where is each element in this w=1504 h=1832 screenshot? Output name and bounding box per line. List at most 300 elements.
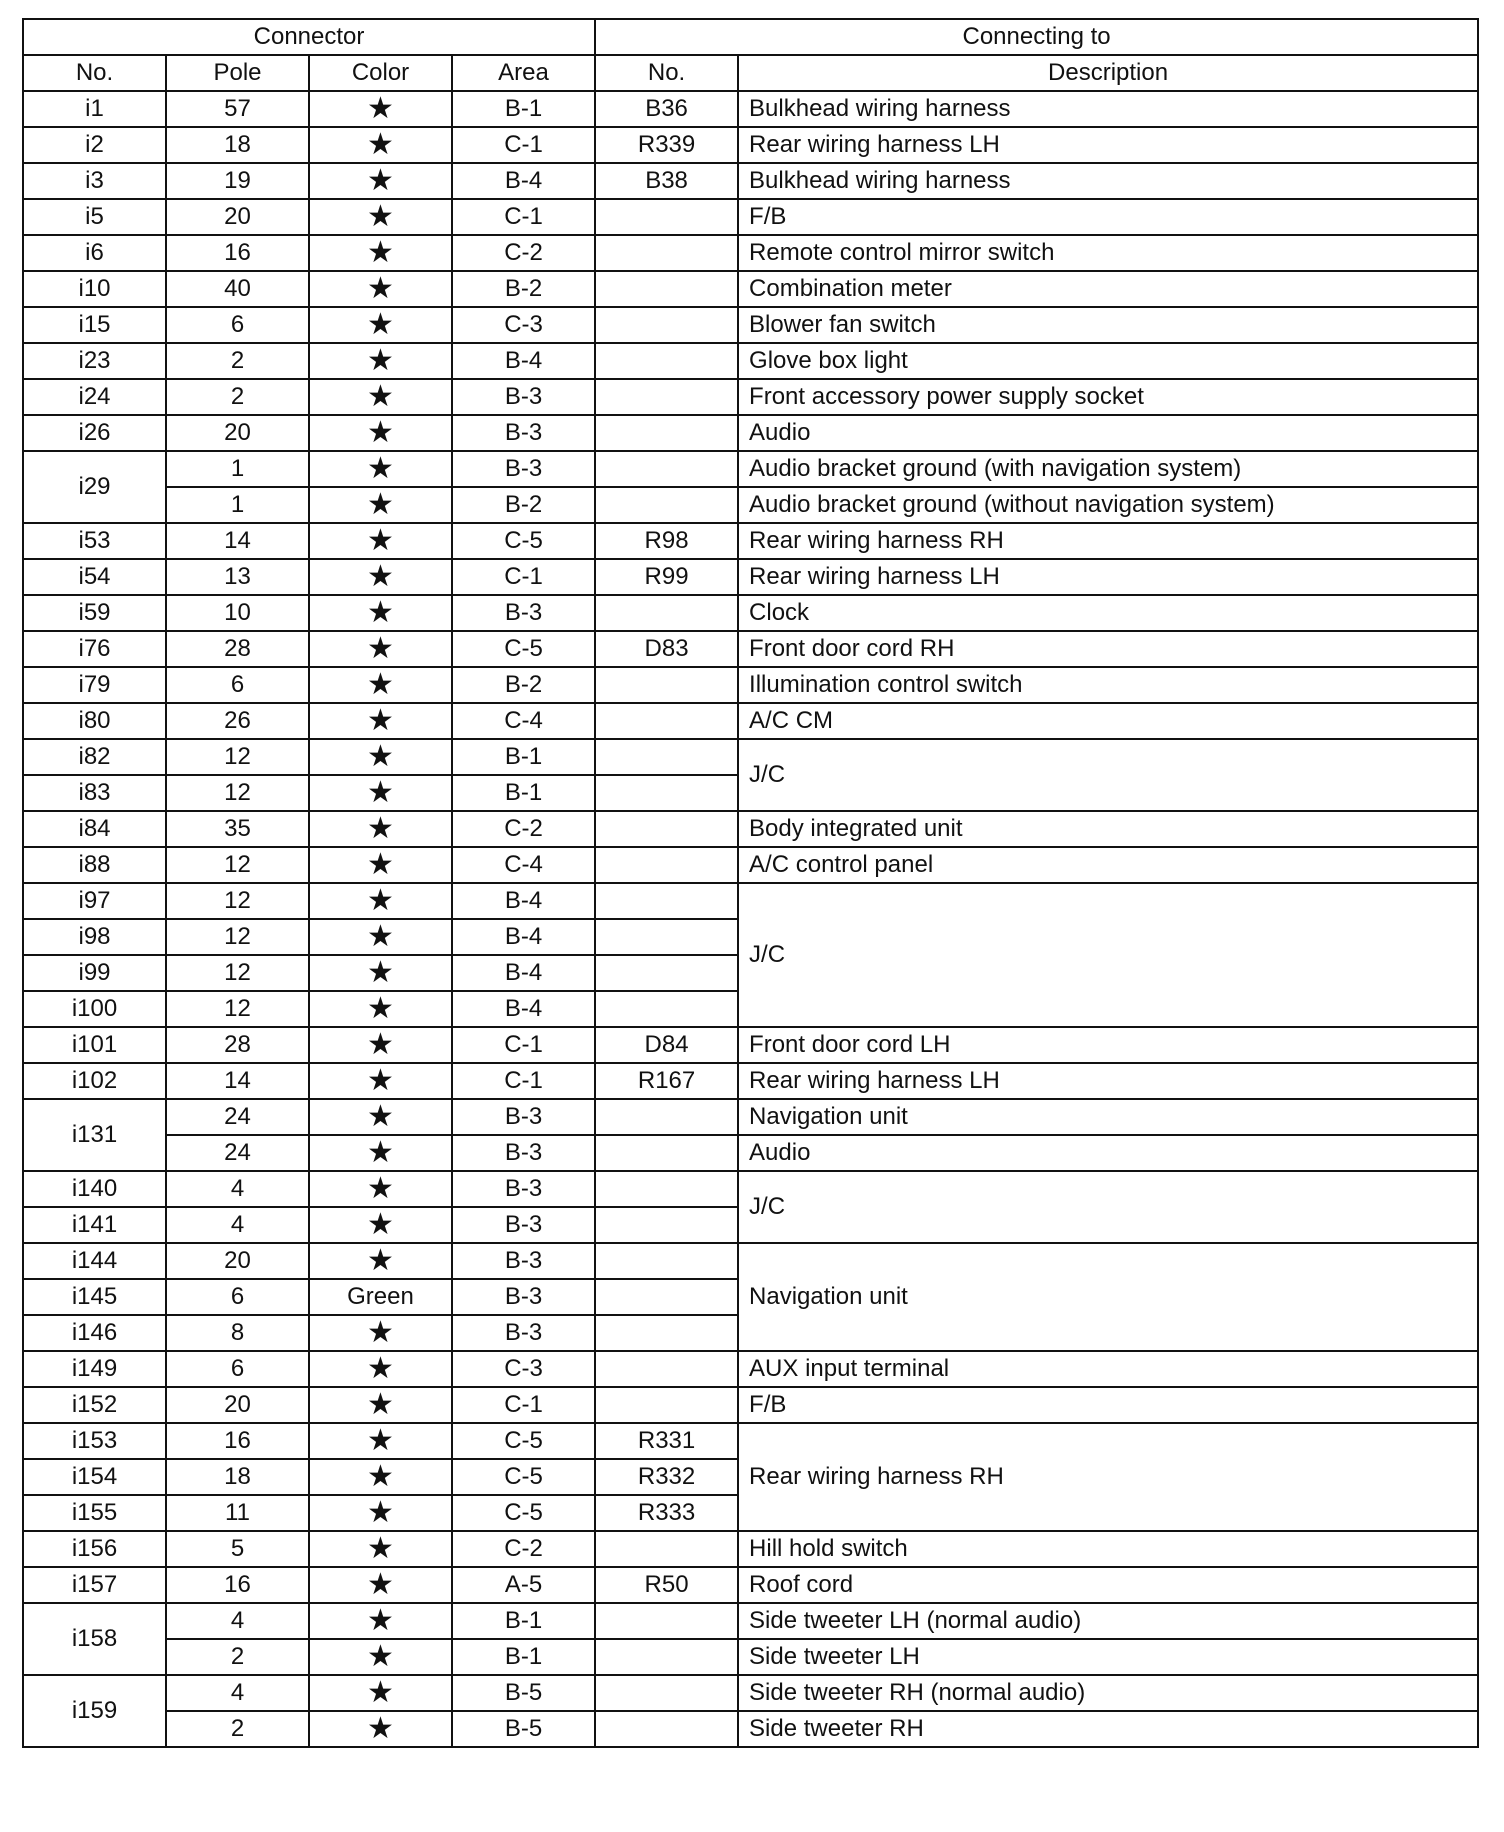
area-cell: B-2 <box>452 271 595 307</box>
pole-cell: 20 <box>166 1243 309 1279</box>
pole-cell: 1 <box>166 451 309 487</box>
connecting-no-cell <box>595 379 738 415</box>
description-cell: Side tweeter RH <box>738 1711 1478 1747</box>
connector-no-cell: i29 <box>23 451 166 523</box>
description-cell: Front accessory power supply socket <box>738 379 1478 415</box>
pole-cell: 14 <box>166 523 309 559</box>
pole-cell: 20 <box>166 199 309 235</box>
connecting-no-cell <box>595 1279 738 1315</box>
connecting-no-cell <box>595 1639 738 1675</box>
color-star-icon: ★ <box>309 451 452 487</box>
color-star-icon: ★ <box>309 1459 452 1495</box>
area-cell: B-3 <box>452 379 595 415</box>
connector-no-cell: i101 <box>23 1027 166 1063</box>
table-row <box>23 163 1478 199</box>
pole-cell: 2 <box>166 343 309 379</box>
pole-cell: 40 <box>166 271 309 307</box>
color-star-icon: ★ <box>309 127 452 163</box>
connecting-no-cell <box>595 739 738 775</box>
area-cell: C-1 <box>452 1387 595 1423</box>
column-header-pole: Pole <box>166 55 309 91</box>
pole-cell: 2 <box>166 379 309 415</box>
connector-no-cell: i5 <box>23 199 166 235</box>
color-star-icon: ★ <box>309 703 452 739</box>
connecting-no-cell: R332 <box>595 1459 738 1495</box>
color-star-icon: ★ <box>309 1423 452 1459</box>
table-row <box>23 1675 1478 1711</box>
connecting-no-cell <box>595 1387 738 1423</box>
table-row <box>23 1243 1478 1279</box>
description-cell: F/B <box>738 1387 1478 1423</box>
color-star-icon: ★ <box>309 1603 452 1639</box>
connector-no-cell: i15 <box>23 307 166 343</box>
description-cell: J/C <box>738 739 1478 811</box>
description-cell: Bulkhead wiring harness <box>738 91 1478 127</box>
pole-cell: 11 <box>166 1495 309 1531</box>
pole-cell: 20 <box>166 1387 309 1423</box>
connecting-no-cell <box>595 1711 738 1747</box>
connector-no-cell: i82 <box>23 739 166 775</box>
area-cell: C-1 <box>452 127 595 163</box>
pole-cell: 12 <box>166 847 309 883</box>
description-cell: Audio bracket ground (with navigation system) <box>738 451 1478 487</box>
table-row <box>23 1387 1478 1423</box>
color-star-icon: ★ <box>309 559 452 595</box>
connector-no-cell: i26 <box>23 415 166 451</box>
description-cell: Audio <box>738 415 1478 451</box>
color-star-icon: ★ <box>309 595 452 631</box>
table-row <box>23 1171 1478 1207</box>
pole-cell: 10 <box>166 595 309 631</box>
color-star-icon: ★ <box>309 1063 452 1099</box>
description-cell: Audio <box>738 1135 1478 1171</box>
connecting-no-cell: R331 <box>595 1423 738 1459</box>
connector-no-cell: i152 <box>23 1387 166 1423</box>
connector-no-cell: i153 <box>23 1423 166 1459</box>
color-star-icon: ★ <box>309 199 452 235</box>
connector-table-sheet <box>22 18 1477 1748</box>
area-cell: B-1 <box>452 91 595 127</box>
connecting-no-cell <box>595 883 738 919</box>
area-cell: C-1 <box>452 199 595 235</box>
color-star-icon: ★ <box>309 1027 452 1063</box>
color-star-icon: ★ <box>309 343 452 379</box>
connector-no-cell: i154 <box>23 1459 166 1495</box>
connecting-no-cell: R167 <box>595 1063 738 1099</box>
color-star-icon: ★ <box>309 667 452 703</box>
pole-cell: 28 <box>166 631 309 667</box>
area-cell: B-4 <box>452 163 595 199</box>
description-cell: Hill hold switch <box>738 1531 1478 1567</box>
connecting-to-group-header: Connecting to <box>595 19 1478 55</box>
pole-cell: 2 <box>166 1639 309 1675</box>
area-cell: B-1 <box>452 775 595 811</box>
description-cell: Rear wiring harness LH <box>738 127 1478 163</box>
description-cell: Glove box light <box>738 343 1478 379</box>
connecting-no-cell: R99 <box>595 559 738 595</box>
connector-no-cell: i3 <box>23 163 166 199</box>
description-cell: Clock <box>738 595 1478 631</box>
connecting-no-cell <box>595 991 738 1027</box>
pole-cell: 6 <box>166 1351 309 1387</box>
area-cell: B-3 <box>452 1099 595 1135</box>
connector-no-cell: i100 <box>23 991 166 1027</box>
pole-cell: 12 <box>166 775 309 811</box>
connecting-no-cell <box>595 847 738 883</box>
table-row <box>23 1531 1478 1567</box>
area-cell: B-3 <box>452 1243 595 1279</box>
area-cell: B-3 <box>452 451 595 487</box>
color-star-icon: ★ <box>309 811 452 847</box>
table-row <box>23 307 1478 343</box>
area-cell: C-2 <box>452 811 595 847</box>
connector-no-cell: i6 <box>23 235 166 271</box>
color-star-icon: ★ <box>309 1351 452 1387</box>
color-star-icon: ★ <box>309 487 452 523</box>
description-cell: AUX input terminal <box>738 1351 1478 1387</box>
table-row <box>23 127 1478 163</box>
table-row <box>23 1603 1478 1639</box>
pole-cell: 4 <box>166 1207 309 1243</box>
description-cell: Roof cord <box>738 1567 1478 1603</box>
pole-cell: 57 <box>166 91 309 127</box>
connecting-no-cell <box>595 775 738 811</box>
connector-no-cell: i141 <box>23 1207 166 1243</box>
connector-no-cell: i24 <box>23 379 166 415</box>
table-body <box>23 91 1478 1747</box>
description-cell: Side tweeter LH (normal audio) <box>738 1603 1478 1639</box>
area-cell: C-4 <box>452 847 595 883</box>
connector-no-cell: i99 <box>23 955 166 991</box>
pole-cell: 16 <box>166 1423 309 1459</box>
area-cell: C-1 <box>452 1063 595 1099</box>
color-star-icon: ★ <box>309 883 452 919</box>
description-cell: Side tweeter LH <box>738 1639 1478 1675</box>
table-row <box>23 451 1478 487</box>
connecting-no-cell <box>595 1207 738 1243</box>
pole-cell: 20 <box>166 415 309 451</box>
color-star-icon: ★ <box>309 1639 452 1675</box>
color-star-icon: ★ <box>309 991 452 1027</box>
pole-cell: 1 <box>166 487 309 523</box>
area-cell: B-4 <box>452 343 595 379</box>
connector-no-cell: i158 <box>23 1603 166 1675</box>
connecting-no-cell: B38 <box>595 163 738 199</box>
pole-cell: 19 <box>166 163 309 199</box>
pole-cell: 4 <box>166 1675 309 1711</box>
description-cell: Illumination control switch <box>738 667 1478 703</box>
table-row <box>23 1711 1478 1747</box>
connector-no-cell: i149 <box>23 1351 166 1387</box>
table-row <box>23 343 1478 379</box>
area-cell: B-2 <box>452 667 595 703</box>
area-cell: B-1 <box>452 739 595 775</box>
connecting-no-cell <box>595 1315 738 1351</box>
connector-no-cell: i84 <box>23 811 166 847</box>
color-star-icon: ★ <box>309 1315 452 1351</box>
table-row <box>23 1063 1478 1099</box>
description-cell: Rear wiring harness LH <box>738 559 1478 595</box>
color-star-icon: ★ <box>309 739 452 775</box>
connecting-no-cell <box>595 235 738 271</box>
area-cell: C-3 <box>452 307 595 343</box>
table-row <box>23 595 1478 631</box>
area-cell: A-5 <box>452 1567 595 1603</box>
column-header-to-no: No. <box>595 55 738 91</box>
table-row <box>23 559 1478 595</box>
area-cell: B-5 <box>452 1675 595 1711</box>
connecting-no-cell <box>595 1351 738 1387</box>
area-cell: C-2 <box>452 1531 595 1567</box>
connecting-no-cell <box>595 955 738 991</box>
table-row <box>23 91 1478 127</box>
table-row <box>23 847 1478 883</box>
area-cell: C-5 <box>452 1495 595 1531</box>
connector-no-cell: i59 <box>23 595 166 631</box>
table-row <box>23 1135 1478 1171</box>
pole-cell: 26 <box>166 703 309 739</box>
color-star-icon: ★ <box>309 307 452 343</box>
description-cell: Blower fan switch <box>738 307 1478 343</box>
area-cell: C-3 <box>452 1351 595 1387</box>
pole-cell: 6 <box>166 307 309 343</box>
pole-cell: 24 <box>166 1135 309 1171</box>
color-star-icon: ★ <box>309 1567 452 1603</box>
connector-no-cell: i144 <box>23 1243 166 1279</box>
color-star-icon: ★ <box>309 1495 452 1531</box>
connector-no-cell: i80 <box>23 703 166 739</box>
connector-no-cell: i88 <box>23 847 166 883</box>
area-cell: B-3 <box>452 415 595 451</box>
connecting-no-cell <box>595 1675 738 1711</box>
connecting-no-cell <box>595 451 738 487</box>
color-star-icon: ★ <box>309 271 452 307</box>
pole-cell: 16 <box>166 1567 309 1603</box>
pole-cell: 12 <box>166 919 309 955</box>
pole-cell: 13 <box>166 559 309 595</box>
description-cell: Rear wiring harness RH <box>738 1423 1478 1531</box>
connecting-no-cell <box>595 199 738 235</box>
column-header-color: Color <box>309 55 452 91</box>
connecting-no-cell: R333 <box>595 1495 738 1531</box>
table-row <box>23 1639 1478 1675</box>
color-star-icon: ★ <box>309 1675 452 1711</box>
color-star-icon: ★ <box>309 1711 452 1747</box>
color-star-icon: ★ <box>309 235 452 271</box>
table-row <box>23 883 1478 919</box>
connecting-no-cell <box>595 1099 738 1135</box>
description-cell: Navigation unit <box>738 1099 1478 1135</box>
color-star-icon: ★ <box>309 631 452 667</box>
description-cell: Combination meter <box>738 271 1478 307</box>
column-header-area: Area <box>452 55 595 91</box>
connecting-no-cell <box>595 703 738 739</box>
connecting-no-cell: R98 <box>595 523 738 559</box>
area-cell: B-5 <box>452 1711 595 1747</box>
table-row <box>23 1351 1478 1387</box>
connecting-no-cell <box>595 1135 738 1171</box>
connecting-no-cell: R50 <box>595 1567 738 1603</box>
description-cell: J/C <box>738 883 1478 1027</box>
connector-no-cell: i76 <box>23 631 166 667</box>
column-header-no: No. <box>23 55 166 91</box>
area-cell: B-3 <box>452 1279 595 1315</box>
connector-no-cell: i156 <box>23 1531 166 1567</box>
pole-cell: 5 <box>166 1531 309 1567</box>
table-row <box>23 1099 1478 1135</box>
pole-cell: 12 <box>166 883 309 919</box>
area-cell: B-3 <box>452 1171 595 1207</box>
description-cell: Rear wiring harness RH <box>738 523 1478 559</box>
table-row <box>23 703 1478 739</box>
color-star-icon: ★ <box>309 1207 452 1243</box>
connecting-no-cell <box>595 1243 738 1279</box>
area-cell: C-1 <box>452 1027 595 1063</box>
connecting-no-cell <box>595 343 738 379</box>
area-cell: B-4 <box>452 955 595 991</box>
connector-no-cell: i10 <box>23 271 166 307</box>
color-star-icon: ★ <box>309 1243 452 1279</box>
pole-cell: 2 <box>166 1711 309 1747</box>
area-cell: C-5 <box>452 631 595 667</box>
color-star-icon: ★ <box>309 1387 452 1423</box>
description-cell: F/B <box>738 199 1478 235</box>
pole-cell: 12 <box>166 991 309 1027</box>
table-row <box>23 1567 1478 1603</box>
area-cell: C-4 <box>452 703 595 739</box>
pole-cell: 8 <box>166 1315 309 1351</box>
area-cell: B-2 <box>452 487 595 523</box>
connector-no-cell: i146 <box>23 1315 166 1351</box>
table-row <box>23 487 1478 523</box>
pole-cell: 4 <box>166 1603 309 1639</box>
connector-no-cell: i145 <box>23 1279 166 1315</box>
pole-cell: 18 <box>166 127 309 163</box>
pole-cell: 4 <box>166 1171 309 1207</box>
table-row <box>23 271 1478 307</box>
connecting-no-cell <box>595 919 738 955</box>
description-cell: J/C <box>738 1171 1478 1243</box>
table-row <box>23 739 1478 775</box>
description-cell: A/C control panel <box>738 847 1478 883</box>
color-star-icon: ★ <box>309 379 452 415</box>
area-cell: B-4 <box>452 991 595 1027</box>
connector-no-cell: i83 <box>23 775 166 811</box>
pole-cell: 12 <box>166 739 309 775</box>
color-star-icon: ★ <box>309 775 452 811</box>
connector-no-cell: i98 <box>23 919 166 955</box>
pole-cell: 16 <box>166 235 309 271</box>
table-row <box>23 811 1478 847</box>
area-cell: C-1 <box>452 559 595 595</box>
connector-no-cell: i1 <box>23 91 166 127</box>
pole-cell: 18 <box>166 1459 309 1495</box>
pole-cell: 12 <box>166 955 309 991</box>
pole-cell: 24 <box>166 1099 309 1135</box>
connector-table <box>22 18 1479 1748</box>
color-star-icon: ★ <box>309 847 452 883</box>
area-cell: B-4 <box>452 883 595 919</box>
connector-no-cell: i140 <box>23 1171 166 1207</box>
pole-cell: 35 <box>166 811 309 847</box>
column-header-row <box>23 55 1478 91</box>
description-cell: Rear wiring harness LH <box>738 1063 1478 1099</box>
table-row <box>23 415 1478 451</box>
connecting-no-cell: R339 <box>595 127 738 163</box>
connector-no-cell: i159 <box>23 1675 166 1747</box>
area-cell: B-4 <box>452 919 595 955</box>
area-cell: B-3 <box>452 1207 595 1243</box>
connecting-no-cell: D83 <box>595 631 738 667</box>
connector-no-cell: i53 <box>23 523 166 559</box>
connecting-no-cell: D84 <box>595 1027 738 1063</box>
description-cell: Side tweeter RH (normal audio) <box>738 1675 1478 1711</box>
connector-no-cell: i54 <box>23 559 166 595</box>
connecting-no-cell <box>595 1603 738 1639</box>
connecting-no-cell <box>595 667 738 703</box>
color-star-icon: ★ <box>309 91 452 127</box>
connector-no-cell: i131 <box>23 1099 166 1171</box>
connector-no-cell: i102 <box>23 1063 166 1099</box>
connector-no-cell: i155 <box>23 1495 166 1531</box>
area-cell: B-3 <box>452 1135 595 1171</box>
table-row <box>23 379 1478 415</box>
group-header-row <box>23 19 1478 55</box>
connecting-no-cell <box>595 1531 738 1567</box>
connector-no-cell: i2 <box>23 127 166 163</box>
connector-no-cell: i157 <box>23 1567 166 1603</box>
color-star-icon: ★ <box>309 919 452 955</box>
area-cell: C-5 <box>452 1423 595 1459</box>
table-row <box>23 235 1478 271</box>
color-star-icon: ★ <box>309 1099 452 1135</box>
connector-no-cell: i79 <box>23 667 166 703</box>
area-cell: C-5 <box>452 523 595 559</box>
color-star-icon: ★ <box>309 163 452 199</box>
area-cell: B-1 <box>452 1603 595 1639</box>
description-cell: Front door cord LH <box>738 1027 1478 1063</box>
color-star-icon: ★ <box>309 1135 452 1171</box>
table-row <box>23 199 1478 235</box>
area-cell: B-1 <box>452 1639 595 1675</box>
pole-cell: 28 <box>166 1027 309 1063</box>
color-star-icon: ★ <box>309 1531 452 1567</box>
table-row <box>23 667 1478 703</box>
color-star-icon: ★ <box>309 415 452 451</box>
description-cell: Body integrated unit <box>738 811 1478 847</box>
connecting-no-cell <box>595 271 738 307</box>
connecting-no-cell: B36 <box>595 91 738 127</box>
description-cell: Audio bracket ground (without navigation system) <box>738 487 1478 523</box>
area-cell: B-3 <box>452 595 595 631</box>
pole-cell: 6 <box>166 1279 309 1315</box>
connector-group-header: Connector <box>23 19 595 55</box>
pole-cell: 14 <box>166 1063 309 1099</box>
connecting-no-cell <box>595 307 738 343</box>
table-row <box>23 631 1478 667</box>
connecting-no-cell <box>595 811 738 847</box>
connector-no-cell: i23 <box>23 343 166 379</box>
description-cell: Front door cord RH <box>738 631 1478 667</box>
table-row <box>23 1423 1478 1459</box>
color-cell: Green <box>309 1279 452 1315</box>
connecting-no-cell <box>595 487 738 523</box>
connector-no-cell: i97 <box>23 883 166 919</box>
color-star-icon: ★ <box>309 1171 452 1207</box>
pole-cell: 6 <box>166 667 309 703</box>
table-row <box>23 523 1478 559</box>
color-star-icon: ★ <box>309 955 452 991</box>
